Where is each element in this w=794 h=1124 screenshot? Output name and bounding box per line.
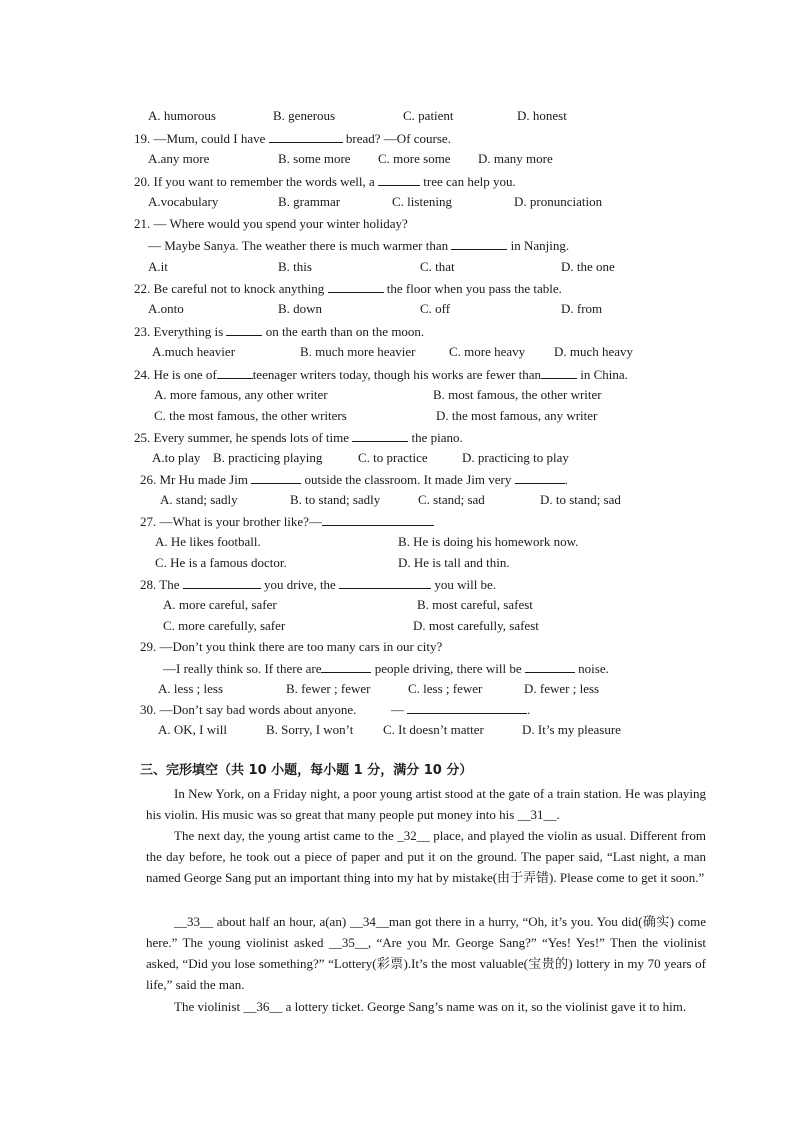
q24-option-d: D. the most famous, any writer	[436, 408, 598, 423]
q26-option-b: B. to stand; sadly	[290, 492, 381, 507]
q21-option-a: A.it	[148, 259, 168, 274]
q29-line1: 29. —Don’t you think there are too many cars in our city?	[140, 639, 443, 654]
q21-stem: — Maybe Sanya. The weather there is much warmer than in Nanjing.	[148, 238, 570, 253]
answer-blank	[541, 367, 577, 379]
q20-option-d: D. pronunciation	[514, 194, 603, 209]
q30-stem: 30. —Don’t say bad words about anyone. — .	[140, 702, 531, 717]
q30-option-a: A. OK, I will	[158, 722, 227, 737]
q29-stem: —I really think so. If there are people driving, there will be noise.	[163, 661, 609, 676]
q27-option-b: B. He is doing his homework now.	[398, 534, 579, 549]
q19-option-b: B. some more	[278, 151, 351, 166]
q18-option-a: A. humorous	[148, 108, 216, 123]
q23-option-a: A.much heavier	[152, 344, 236, 359]
q25-option-c: C. to practice	[358, 450, 428, 465]
q19-option-d: D. many more	[478, 151, 553, 166]
q21-option-d: D. the one	[561, 259, 615, 274]
q24-option-c: C. the most famous, the other writers	[154, 408, 347, 423]
answer-blank	[321, 661, 371, 673]
answer-blank	[515, 472, 565, 484]
q20-option-a: A.vocabulary	[148, 194, 219, 209]
q29-option-a: A. less ; less	[158, 681, 223, 696]
q26-stem: 26. Mr Hu made Jim outside the classroom. It made Jim very .	[140, 472, 568, 487]
q28-stem: 28. The you drive, the you will be.	[140, 577, 497, 592]
q26-option-d: D. to stand; sad	[540, 492, 621, 507]
q20-stem: 20. If you want to remember the words well, a tree can help you.	[134, 174, 516, 189]
q23-option-b: B. much more heavier	[300, 344, 416, 359]
q18-option-b: B. generous	[273, 108, 336, 123]
q28-option-d: D. most carefully, safest	[413, 618, 539, 633]
q18-option-d: D. honest	[517, 108, 567, 123]
q28-option-b: B. most careful, safest	[417, 597, 533, 612]
answer-blank	[407, 702, 527, 714]
q27-stem: 27. —What is your brother like?—	[140, 514, 434, 528]
q24-option-b: B. most famous, the other writer	[433, 387, 602, 402]
answer-blank	[352, 430, 408, 442]
q23-stem: 23. Everything is on the earth than on the moon.	[134, 324, 425, 339]
q27-option-a: A. He likes football.	[155, 534, 261, 549]
q22-option-b: B. down	[278, 301, 323, 316]
q29-option-b: B. fewer ; fewer	[286, 681, 371, 696]
section-heading-cloze: 三、完形填空（共 10 小题，每小题 1 分，满分 10 分）	[140, 763, 473, 778]
passage-paragraph-3: __33__ about half an hour, a(an) __34__man got there in a hurry, “Oh, it’s you. You did(确实) come here.” The young violinist asked __35__, “Are you Mr. George Sang?” “Yes! Yes!” Then the violinist asked, “Did you lose something?” “Lottery(彩票).It’s the most valuable(宝贵的) lottery in my 70 years of life,” said the man.	[146, 914, 706, 992]
answer-blank	[451, 238, 507, 250]
answer-blank	[269, 131, 343, 143]
answer-blank	[328, 281, 384, 293]
answer-blank	[251, 472, 301, 484]
q23-option-d: D. much heavy	[554, 344, 634, 359]
q22-option-d: D. from	[561, 301, 603, 316]
q28-option-c: C. more carefully, safer	[163, 618, 286, 633]
passage-paragraph-4: The violinist __36__ a lottery ticket. George Sang’s name was on it, so the violinist gave it to him.	[174, 999, 687, 1014]
q25-stem: 25. Every summer, he spends lots of time the piano.	[134, 430, 463, 445]
q23-option-c: C. more heavy	[449, 344, 526, 359]
answer-blank	[339, 577, 431, 589]
q25-option-b: B. practicing playing	[213, 450, 323, 465]
q27-option-d: D. He is tall and thin.	[398, 555, 510, 570]
q22-option-c: C. off	[420, 301, 451, 316]
q26-option-c: C. stand; sad	[418, 492, 485, 507]
q19-stem: 19. —Mum, could I have bread? —Of course.	[134, 131, 451, 146]
q21-option-b: B. this	[278, 259, 312, 274]
q25-option-a: A.to play	[152, 450, 201, 465]
q29-option-c: C. less ; fewer	[408, 681, 483, 696]
q30-option-c: C. It doesn’t matter	[383, 722, 484, 737]
q24-option-a: A. more famous, any other writer	[154, 387, 328, 402]
q27-option-c: C. He is a famous doctor.	[155, 555, 287, 570]
q29-option-d: D. fewer ; less	[524, 681, 600, 696]
q26-option-a: A. stand; sadly	[160, 492, 238, 507]
answer-blank	[322, 514, 434, 526]
q21-line1: 21. — Where would you spend your winter holiday?	[134, 216, 408, 231]
q22-option-a: A.onto	[148, 301, 184, 316]
q30-option-d: D. It’s my pleasure	[522, 722, 621, 737]
q20-option-c: C. listening	[392, 194, 452, 209]
q25-option-d: D. practicing to play	[462, 450, 569, 465]
answer-blank	[525, 661, 575, 673]
answer-blank	[378, 174, 420, 186]
q24-stem: 24. He is one of teenager writers today, though his works are fewer than in China.	[134, 367, 628, 382]
q30-option-b: B. Sorry, I won’t	[266, 722, 354, 737]
q18-option-c: C. patient	[403, 108, 454, 123]
answer-blank	[226, 324, 262, 336]
q19-option-a: A.any more	[148, 151, 210, 166]
q21-option-c: C. that	[420, 259, 455, 274]
answer-blank	[217, 367, 253, 379]
q19-option-c: C. more some	[378, 151, 451, 166]
passage-paragraph-2: The next day, the young artist came to the _32__ place, and played the violin as usual. Different from the day before, he took out a piece of paper and put it on the ground. The paper said, “Last night, a man named George Sang put an important thing into my hat by mistake(由于弄错). Please come to get it soon.”	[146, 828, 706, 885]
q28-option-a: A. more careful, safer	[163, 597, 277, 612]
passage-paragraph-1: In New York, on a Friday night, a poor young artist stood at the gate of a train station. He was playing his violin. His music was so great that many people put money into his __31__.	[146, 786, 706, 822]
q20-option-b: B. grammar	[278, 194, 341, 209]
q22-stem: 22. Be careful not to knock anything the floor when you pass the table.	[134, 281, 562, 296]
answer-blank	[183, 577, 261, 589]
